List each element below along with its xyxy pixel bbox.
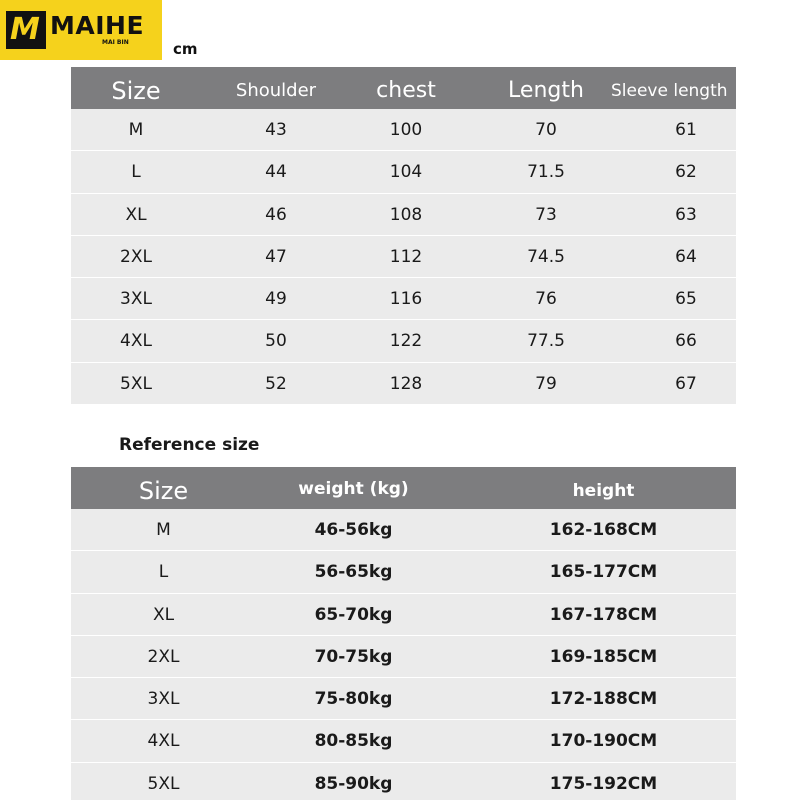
- cell-size: 4XL: [120, 331, 152, 352]
- brand-name: MAIHE: [50, 11, 145, 40]
- cell-shoulder: 46: [265, 204, 287, 225]
- cell-shoulder: 50: [265, 331, 287, 352]
- cell-height: 175-192CM: [549, 773, 658, 794]
- cell-shoulder: 43: [265, 120, 287, 140]
- table-row: [71, 194, 736, 236]
- table-row: [71, 151, 736, 193]
- header-weight: weight (kg): [298, 479, 409, 499]
- table-row: [71, 320, 736, 362]
- cell-shoulder: 44: [265, 162, 287, 183]
- cell-chest: 128: [389, 373, 423, 394]
- table-row: [71, 763, 736, 800]
- cell-length: 71.5: [527, 162, 565, 183]
- cell-shoulder: 52: [265, 373, 287, 394]
- table-row: [71, 509, 736, 551]
- cell-shoulder: 47: [265, 246, 287, 267]
- cell-length: 73: [535, 204, 557, 225]
- cell-size: 3XL: [147, 689, 180, 710]
- cell-size: L: [158, 562, 169, 583]
- cell-size: 2XL: [120, 246, 152, 267]
- table-row: [71, 636, 736, 678]
- cell-chest: 116: [389, 289, 423, 310]
- cell-weight: 65-70kg: [314, 604, 393, 625]
- cell-sleeve: 62: [675, 162, 697, 183]
- size-table-header: [71, 67, 736, 109]
- cell-size: M: [156, 520, 171, 540]
- cell-chest: 104: [389, 162, 423, 183]
- cell-sleeve: 64: [675, 246, 697, 267]
- cell-length: 74.5: [527, 246, 565, 267]
- cell-length: 70: [535, 120, 557, 140]
- logo-mark: [6, 11, 46, 49]
- cell-size: 5XL: [147, 773, 180, 794]
- header-sleeve-length: Sleeve length: [611, 81, 728, 101]
- cell-height: 165-177CM: [549, 562, 658, 583]
- reference-table-header: [71, 467, 736, 509]
- cell-chest: 112: [389, 246, 423, 267]
- cell-weight: 85-90kg: [314, 773, 393, 794]
- cell-size: XL: [152, 604, 175, 625]
- unit-label: cm: [173, 40, 198, 58]
- cell-chest: 100: [389, 120, 423, 140]
- table-row: [71, 594, 736, 636]
- header-chest: chest: [376, 78, 436, 103]
- cell-height: 172-188CM: [549, 689, 658, 710]
- cell-shoulder: 49: [265, 289, 287, 310]
- cell-sleeve: 63: [675, 204, 697, 225]
- brand-logo: [0, 0, 162, 60]
- cell-size: 3XL: [120, 289, 152, 310]
- table-row: [71, 363, 736, 404]
- table-row: [71, 678, 736, 720]
- cell-length: 79: [535, 373, 557, 394]
- reference-table: [71, 467, 736, 800]
- brand-sub: MAI BIN: [102, 39, 129, 46]
- cell-size: M: [128, 120, 144, 140]
- cell-weight: 70-75kg: [314, 646, 393, 667]
- cell-chest: 108: [389, 204, 423, 225]
- cell-size: 5XL: [120, 373, 152, 394]
- logo-letter: M: [10, 12, 40, 47]
- cell-size: 2XL: [147, 646, 180, 667]
- size-table-body: [71, 109, 736, 404]
- table-row: [71, 236, 736, 278]
- cell-size: XL: [125, 204, 147, 225]
- cell-weight: 56-65kg: [314, 562, 393, 583]
- cell-chest: 122: [389, 331, 423, 352]
- cell-sleeve: 66: [675, 331, 697, 352]
- cell-size: 4XL: [147, 731, 180, 752]
- cell-length: 77.5: [527, 331, 565, 352]
- cell-weight: 75-80kg: [314, 689, 393, 710]
- cell-sleeve: 67: [675, 373, 697, 394]
- cell-size: L: [131, 162, 141, 183]
- table-row: [71, 720, 736, 762]
- header-length: Length: [508, 78, 584, 103]
- cell-height: 162-168CM: [549, 520, 658, 540]
- table-row: [71, 278, 736, 320]
- table-row: [71, 551, 736, 593]
- cell-height: 170-190CM: [549, 731, 658, 752]
- cell-height: 169-185CM: [549, 646, 658, 667]
- header-size: Size: [111, 77, 161, 105]
- size-table: [71, 67, 736, 404]
- cell-weight: 46-56kg: [314, 520, 393, 540]
- reference-size-title: Reference size: [119, 435, 260, 455]
- cell-weight: 80-85kg: [314, 731, 393, 752]
- reference-table-body: [71, 509, 736, 800]
- cell-height: 167-178CM: [549, 604, 658, 625]
- header-shoulder: Shoulder: [235, 80, 317, 101]
- header-height: height: [572, 481, 635, 501]
- cell-sleeve: 65: [675, 289, 697, 310]
- cell-sleeve: 61: [675, 120, 697, 140]
- cell-length: 76: [535, 289, 557, 310]
- table-row: [71, 109, 736, 151]
- header-size: Size: [138, 477, 189, 505]
- logo-inner: [6, 11, 156, 49]
